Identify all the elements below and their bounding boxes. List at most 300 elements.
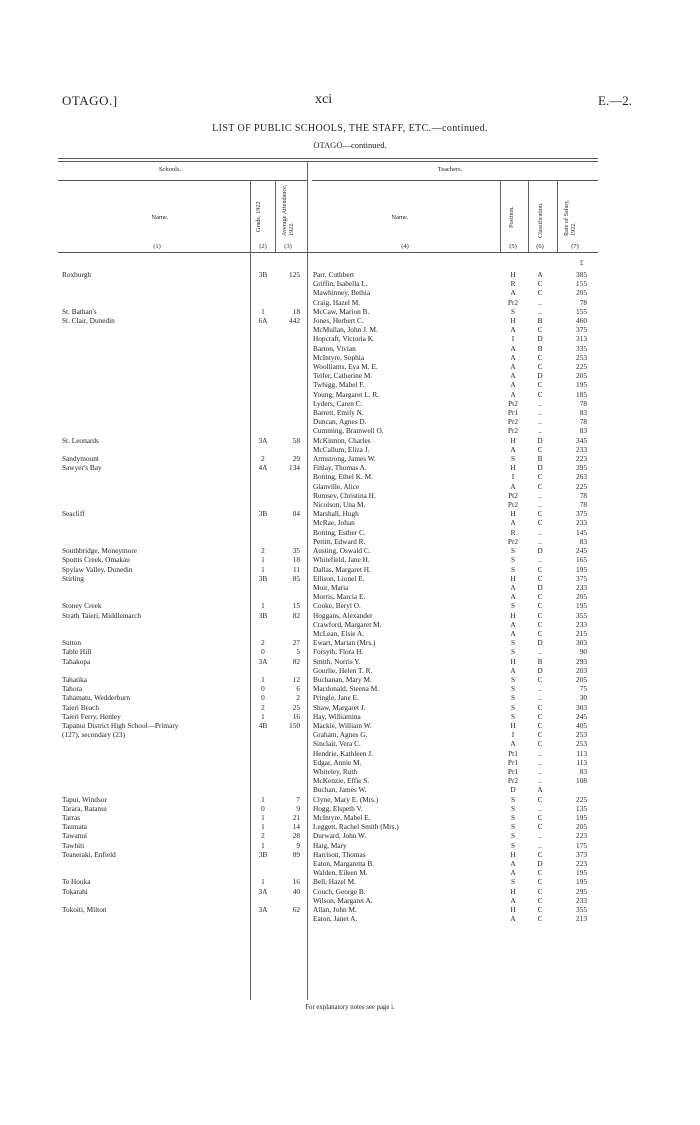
average-attendance-cell: 28 [292, 831, 300, 841]
position-cell: A [510, 914, 516, 924]
teacher-name-cell: Whiteley, Ruth [313, 766, 358, 776]
teacher-name-cell: Botting, Ethel K. M. [313, 472, 373, 482]
salary-cell: 78 [579, 490, 587, 500]
salary-cell: 355 [576, 610, 587, 620]
classification-cell: C [537, 868, 543, 878]
classification-cell: C [537, 914, 543, 924]
classification-cell: .. [538, 536, 542, 546]
school-name-cell: (127), secondary (23) [62, 730, 126, 740]
position-cell: S [510, 711, 516, 721]
average-attendance-cell: 7 [296, 794, 300, 804]
table-row [0, 518, 700, 527]
classification-cell: C [537, 325, 543, 335]
average-attendance-cell: 150 [289, 720, 300, 730]
table-row [0, 629, 700, 638]
table-row [0, 362, 700, 371]
classification-cell: .. [538, 555, 542, 565]
classification-cell: D [537, 665, 543, 675]
position-cell: Pt1 [508, 748, 518, 758]
grade-cell: 3A [258, 886, 268, 896]
grade-cell: 3B [258, 849, 268, 859]
classification-cell: .. [538, 297, 542, 307]
position-cell: A [510, 868, 516, 878]
table-row [0, 657, 700, 666]
teacher-name-cell: Crawford, Margaret M. [313, 619, 382, 629]
classification-cell: C [537, 509, 543, 519]
classification-cell: C [537, 472, 543, 482]
teacher-name-cell: Forsyth, Flora H. [313, 647, 364, 657]
position-cell: A [510, 380, 516, 390]
grade-cell: 0 [261, 693, 265, 703]
average-attendance-cell: 442 [289, 316, 300, 326]
position-cell: S [510, 555, 516, 565]
salary-cell: 223 [576, 454, 587, 464]
teacher-name-cell: Jones, Herbert C. [313, 316, 364, 326]
table-row [0, 841, 700, 850]
classification-cell: D [537, 582, 543, 592]
table-row [0, 887, 700, 896]
classification-cell: C [537, 720, 543, 730]
school-name-cell: Taumata [62, 822, 88, 832]
average-attendance-cell: 21 [292, 812, 300, 822]
school-name-cell: St. Clair, Dunedin [62, 316, 115, 326]
position-cell: S [510, 546, 516, 556]
salary-cell: 405 [576, 720, 587, 730]
grade-cell: 1 [261, 601, 265, 611]
salary-cell: 195 [576, 380, 587, 390]
position-cell: H [510, 886, 516, 896]
teacher-name-cell: Pringle, Jane E. [313, 693, 359, 703]
classification-cell: .. [538, 527, 542, 537]
teacher-name-cell: Rumsey, Christina H. [313, 490, 376, 500]
classification-cell: .. [538, 748, 542, 758]
teacher-name-cell: Cooke, Beryl O. [313, 601, 361, 611]
salary-cell: 195 [576, 868, 587, 878]
position-cell: A [510, 352, 516, 362]
classification-cell: .. [538, 426, 542, 436]
classification-cell: .. [538, 840, 542, 850]
average-attendance-cell: 134 [289, 463, 300, 473]
average-attendance-cell: 6 [296, 684, 300, 694]
salary-cell: 263 [576, 472, 587, 482]
classification-cell: C [537, 711, 543, 721]
salary-header: Rate of Salary, 1922. [563, 199, 577, 236]
table-row [0, 316, 700, 325]
classification-cell: C [537, 619, 543, 629]
teacher-name-cell: Hendrie, Kathleen J. [313, 748, 373, 758]
grade-cell: 2 [261, 638, 265, 648]
position-cell: S [510, 702, 516, 712]
position-cell: Pt2 [508, 398, 518, 408]
classification-cell: D [537, 371, 543, 381]
average-attendance-cell: 15 [292, 601, 300, 611]
teacher-name-cell: Armstrong, James W. [313, 454, 376, 464]
salary-cell: 78 [579, 297, 587, 307]
classification-cell: D [537, 859, 543, 868]
salary-cell: 375 [576, 573, 587, 583]
school-name-cell: Spottis Creek, Omakau [62, 555, 130, 565]
classification-cell: .. [538, 500, 542, 510]
salary-cell: 375 [576, 325, 587, 335]
table-row [0, 647, 700, 656]
teacher-name-cell: Hay, Williamina [313, 711, 361, 721]
teacher-name-header: Name. [391, 214, 409, 221]
average-attendance-cell: 5 [296, 647, 300, 657]
position-cell: H [510, 849, 516, 859]
classification-cell: C [537, 702, 543, 712]
classification-cell: C [537, 564, 543, 574]
position-cell: H [510, 316, 516, 326]
table-row [0, 638, 700, 647]
table-row [0, 537, 700, 546]
classification-cell: C [537, 674, 543, 684]
teacher-name-cell: Sinclair, Vera C. [313, 739, 361, 749]
school-name-cell: Tahamatu, Wedderburn [62, 693, 131, 703]
teacher-name-cell: Young, Margaret L. R. [313, 389, 380, 399]
classification-cell: C [537, 362, 543, 372]
column-divider-salary [557, 180, 558, 252]
position-cell: Pr2 [507, 776, 519, 786]
teacher-name-cell: Morris, Marcia E. [313, 592, 366, 602]
position-cell: A [510, 389, 516, 399]
table-row [0, 353, 700, 362]
table-row [0, 739, 700, 748]
teacher-name-cell: McKinnon, Charles [313, 435, 371, 445]
salary-cell: 30 [579, 693, 587, 703]
teacher-name-cell: McRae, Johan [313, 518, 355, 528]
teacher-name-cell: Lyders, Caren C. [313, 398, 363, 408]
teacher-name-cell: Glanville, Alice [313, 481, 360, 491]
classification-cell: C [537, 812, 543, 822]
teacher-name-cell: Clyne, Mary E. (Mrs.) [313, 794, 379, 804]
salary-cell: 293 [576, 656, 587, 666]
salary-cell: 223 [576, 831, 587, 841]
position-cell: S [510, 803, 516, 813]
classification-cell: .. [538, 684, 542, 694]
teacher-name-cell: McIntyre, Mabel E. [313, 812, 371, 822]
school-name-cell: Tawhiti [62, 840, 85, 850]
salary-cell: 313 [576, 334, 587, 344]
classification-cell: C [537, 895, 543, 905]
position-cell: S [510, 454, 516, 464]
classification-cell: C [537, 518, 543, 528]
salary-cell: 155 [576, 279, 587, 289]
table-row [0, 509, 700, 518]
grade-cell: 1 [261, 794, 265, 804]
salary-cell: 78 [579, 417, 587, 427]
average-attendance-cell: 35 [292, 546, 300, 556]
teacher-name-cell: Allan, John M. [313, 905, 357, 915]
position-cell: R [510, 279, 516, 289]
teacher-name-cell: Whitefield, Jane H. [313, 555, 370, 565]
teacher-name-cell: McCaw, Marion B. [313, 306, 370, 316]
classification-cell: C [537, 592, 543, 602]
classification-cell: A [537, 785, 543, 795]
salary-cell: 233 [576, 582, 587, 592]
classification-cell: B [537, 343, 543, 353]
classification-cell: D [537, 435, 543, 445]
classification-cell: C [537, 610, 543, 620]
table-row [0, 693, 700, 702]
salary-cell: 335 [576, 343, 587, 353]
position-cell: S [510, 601, 516, 611]
teacher-name-cell: Couch, George B. [313, 886, 366, 896]
salary-cell: 303 [576, 638, 587, 648]
teacher-name-cell: Eaton, Margaretta B. [313, 859, 375, 868]
salary-cell: 295 [576, 886, 587, 896]
position-cell: Pr2 [507, 297, 519, 307]
teacher-name-cell: Nicolson, Una M. [313, 500, 366, 510]
table-row [0, 914, 700, 923]
salary-cell: 225 [576, 794, 587, 804]
classification-cell: C [537, 279, 543, 289]
salary-cell: 303 [576, 702, 587, 712]
page-header-left: OTAGO.] [62, 93, 118, 108]
position-cell: Pr2 [507, 500, 519, 510]
col-number-7: (7) [571, 243, 579, 250]
salary-cell: 253 [576, 730, 587, 740]
teacher-name-cell: Haig, Mary [313, 840, 347, 850]
classification-cell: B [537, 454, 543, 464]
grade-cell: 1 [261, 555, 265, 565]
attendance-header: Average Attendance, 1922. [281, 184, 295, 236]
school-name-cell: Taieri Beach [62, 702, 99, 712]
classification-cell: .. [538, 398, 542, 408]
table-row [0, 491, 700, 500]
teacher-name-cell: Bell, Hazel M. [313, 877, 356, 887]
average-attendance-cell: 16 [292, 711, 300, 721]
average-attendance-cell: 25 [292, 702, 300, 712]
position-cell: H [510, 509, 516, 519]
classification-cell: .. [538, 647, 542, 657]
school-name-cell: Spylaw Valley, Dunedin [62, 564, 133, 574]
salary-cell: 233 [576, 895, 587, 905]
position-cell: A [510, 859, 516, 868]
average-attendance-cell: 12 [292, 674, 300, 684]
salary-cell: 253 [576, 739, 587, 749]
grade-cell: 1 [261, 711, 265, 721]
table-row [0, 712, 700, 721]
average-attendance-cell: 62 [292, 905, 300, 915]
position-header: Position. [508, 206, 515, 228]
average-attendance-cell: 40 [292, 886, 300, 896]
table-top-rule [58, 158, 598, 159]
position-cell: H [510, 270, 516, 279]
classification-cell: D [537, 546, 543, 556]
school-name-cell: Tokoiti, Milton [62, 905, 107, 915]
table-row [0, 344, 700, 353]
table-row [0, 785, 700, 794]
salary-cell: 155 [576, 306, 587, 316]
table-row [0, 436, 700, 445]
salary-cell: 113 [576, 748, 587, 758]
grade-cell: 0 [261, 647, 265, 657]
school-name-cell: Tarras [62, 812, 81, 822]
teacher-name-cell: Mawhinney, Bethia [313, 288, 371, 298]
table-row [0, 749, 700, 758]
classification-cell: C [537, 573, 543, 583]
table-row [0, 565, 700, 574]
classification-cell: C [537, 352, 543, 362]
table-row [0, 831, 700, 840]
staff-table-body [0, 270, 700, 923]
teacher-name-cell: Pettitt, Edward R. [313, 536, 366, 546]
grade-header: Grade, 1922 [255, 201, 262, 232]
average-attendance-cell: 27 [292, 638, 300, 648]
grade-cell: 3A [258, 435, 268, 445]
salary-cell: 245 [576, 546, 587, 556]
classification-cell: .. [538, 306, 542, 316]
position-cell: S [510, 693, 516, 703]
school-name-cell: Strath Taieri, Middlemarch [62, 610, 141, 620]
table-row [0, 859, 700, 868]
salary-cell: 185 [576, 389, 587, 399]
position-cell: R [510, 527, 516, 537]
grade-cell: 1 [261, 306, 265, 316]
salary-cell: 213 [576, 914, 587, 924]
table-row [0, 868, 700, 877]
classification-cell: C [537, 849, 543, 859]
position-cell: H [510, 720, 516, 730]
classification-cell: .. [538, 776, 542, 786]
teacher-name-cell: Mackie, William W. [313, 720, 372, 730]
position-cell: Pt2 [508, 490, 518, 500]
classification-cell: D [537, 463, 543, 473]
column-divider-classification [528, 180, 529, 252]
document-title: LIST OF PUBLIC SCHOOLS, THE STAFF, ETC.—continued. [212, 123, 488, 134]
salary-cell: 215 [576, 628, 587, 638]
teacher-name-cell: Wilson, Margaret A. [313, 895, 373, 905]
salary-cell: 83 [579, 426, 587, 436]
table-row [0, 288, 700, 297]
grade-cell: 3B [258, 270, 268, 279]
average-attendance-cell: 18 [292, 555, 300, 565]
classification-cell: C [537, 380, 543, 390]
table-row [0, 611, 700, 620]
grade-cell: 4B [258, 720, 268, 730]
teacher-name-cell: Botting, Esther C. [313, 527, 366, 537]
salary-cell: 233 [576, 619, 587, 629]
teacher-name-cell: Hogg, Elspeth V. [313, 803, 363, 813]
school-name-cell: Southbridge, Moneymore [62, 546, 137, 556]
position-cell: D [510, 785, 516, 795]
grade-cell: 2 [261, 546, 265, 556]
position-cell: I [511, 472, 515, 482]
table-row [0, 721, 700, 730]
position-cell: S [510, 564, 516, 574]
teacher-name-cell: Hopcraft, Victoria K. [313, 334, 375, 344]
position-cell: H [510, 656, 516, 666]
salary-cell: 195 [576, 812, 587, 822]
grade-cell: 1 [261, 822, 265, 832]
position-cell: S [510, 877, 516, 887]
position-cell: Pr2 [507, 536, 519, 546]
classification-cell: C [537, 389, 543, 399]
teacher-name-cell: Ellison, Lionel E. [313, 573, 365, 583]
teacher-name-cell: McMullan, John J. M. [313, 325, 378, 335]
salary-cell: 233 [576, 444, 587, 454]
classification-header: Classification. [537, 202, 544, 238]
school-name-cell: Sawyer's Bay [62, 463, 102, 473]
position-cell: A [510, 665, 516, 675]
salary-cell: 225 [576, 481, 587, 491]
position-cell: A [510, 619, 516, 629]
teacher-name-cell: Cumming, Bramwell O. [313, 426, 384, 436]
school-name-cell: Sutton [62, 638, 82, 648]
grade-cell: 3B [258, 610, 268, 620]
position-cell: S [510, 306, 516, 316]
position-cell: I [511, 730, 515, 740]
salary-cell: 205 [576, 592, 587, 602]
position-cell: S [510, 647, 516, 657]
position-cell: A [510, 371, 516, 381]
teacher-name-cell: Marshall, Hugh [313, 509, 359, 519]
table-row [0, 454, 700, 463]
classification-cell: .. [538, 693, 542, 703]
col-number-6: (6) [536, 243, 544, 250]
position-cell: Pr1 [507, 408, 519, 418]
teacher-name-cell: Griffin, Isabella L. [313, 279, 368, 289]
salary-cell: 135 [576, 803, 587, 813]
teacher-name-cell: Craig, Hazel M. [313, 297, 361, 307]
teacher-name-cell: Twhigg, Mabel F. [313, 380, 365, 390]
schools-group-header: Schools. [158, 166, 182, 173]
col-number-4: (4) [401, 243, 409, 250]
table-row [0, 675, 700, 684]
classification-cell: .. [538, 757, 542, 767]
classification-cell: C [537, 628, 543, 638]
page-header-right: E.—2. [598, 93, 632, 108]
table-row [0, 445, 700, 454]
grade-cell: 3B [258, 573, 268, 583]
position-cell: Pr1 [507, 757, 519, 767]
salary-cell: 108 [576, 776, 587, 786]
average-attendance-cell: 58 [292, 435, 300, 445]
teacher-name-cell: Edgar, Annie M. [313, 757, 362, 767]
position-cell: A [510, 325, 516, 335]
classification-cell: .. [538, 490, 542, 500]
salary-cell: 205 [576, 674, 587, 684]
table-row [0, 380, 700, 389]
table-row [0, 703, 700, 712]
currency-symbol: £ [580, 259, 584, 267]
teachers-group-rule [312, 180, 598, 181]
teacher-name-cell: Smith, Norris Y. [313, 656, 361, 666]
salary-cell: 375 [576, 509, 587, 519]
school-name-cell: Tokarahi [62, 886, 88, 896]
average-attendance-cell: 82 [292, 656, 300, 666]
salary-cell: 205 [576, 288, 587, 298]
table-row [0, 583, 700, 592]
average-attendance-cell: 16 [292, 877, 300, 887]
table-row [0, 896, 700, 905]
position-cell: Pr2 [507, 426, 519, 436]
table-row [0, 850, 700, 859]
position-cell: S [510, 831, 516, 841]
classification-cell: C [537, 877, 543, 887]
position-cell: H [510, 610, 516, 620]
salary-cell: 145 [576, 527, 587, 537]
average-attendance-cell: 125 [289, 270, 300, 279]
schools-group-rule [58, 180, 307, 181]
teacher-name-cell: Harrison, Thomas [313, 849, 366, 859]
grade-cell: 1 [261, 840, 265, 850]
classification-cell: .. [538, 408, 542, 418]
teacher-name-cell: Leggett, Rachel Smith (Mrs.) [313, 822, 399, 832]
teacher-name-cell: Buchanan, Mary M. [313, 674, 372, 684]
salary-cell: 355 [576, 905, 587, 915]
position-cell: I [511, 334, 515, 344]
